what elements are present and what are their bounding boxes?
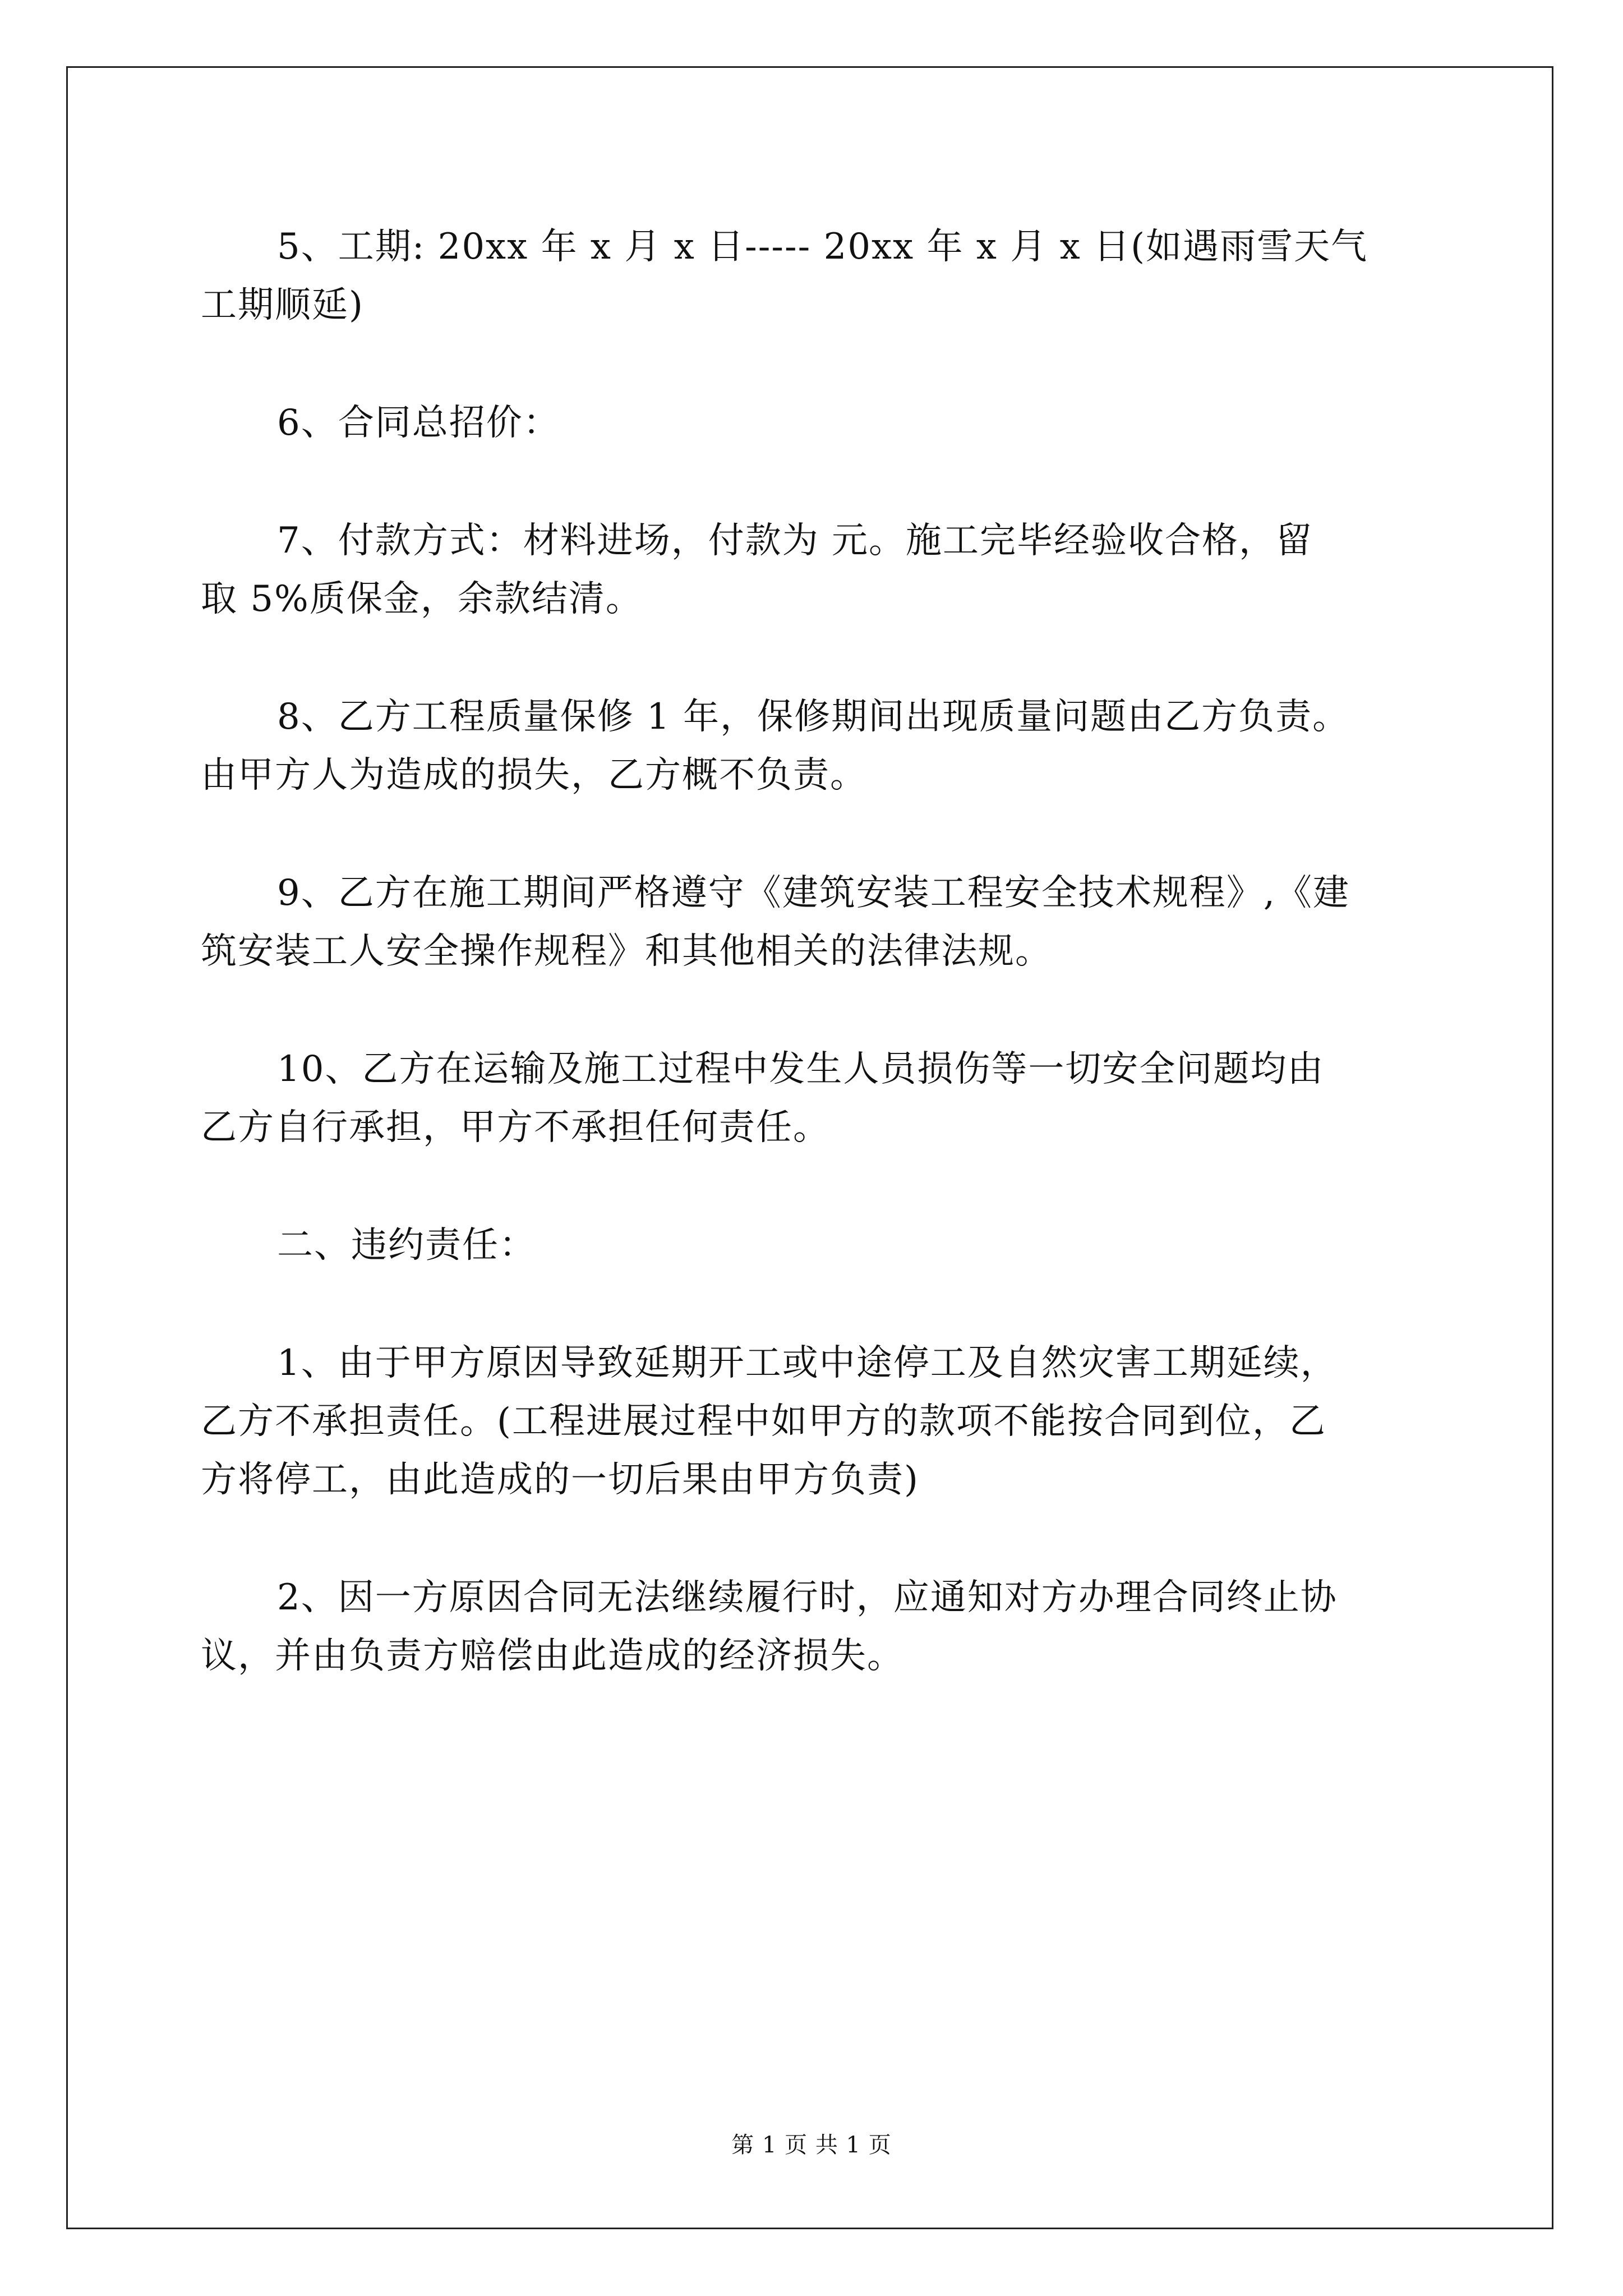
clause-10-paragraph xyxy=(201,1040,1435,1157)
paragraph-line: 6、合同总招价： xyxy=(277,402,560,444)
page-footer xyxy=(0,2131,1623,2160)
section-heading-breach xyxy=(201,1216,1435,1274)
clause-9-paragraph xyxy=(201,864,1435,981)
page-number: 第 1 页 共 1 页 xyxy=(731,2132,892,2158)
paragraph-line: 2、因一方原因合同无法继续履行时，应通知对方办理合同终止协 xyxy=(277,1577,1338,1618)
clause-6-paragraph xyxy=(201,394,1435,452)
paragraph-line: 议，并由负责方赔偿由此造成的经济损失。 xyxy=(201,1635,904,1677)
breach-1-paragraph xyxy=(201,1334,1435,1509)
paragraph-line: 由甲方人为造成的损失，乙方概不负责。 xyxy=(201,754,867,796)
paragraph-line: 9、乙方在施工期间严格遵守《建筑安装工程安全技术规程》,《建 xyxy=(277,872,1350,914)
paragraph-line: 乙方自行承担，甲方不承担任何责任。 xyxy=(201,1107,830,1148)
clause-8-paragraph xyxy=(201,688,1435,804)
paragraph-line: 筑安装工人安全操作规程》和其他相关的法律法规。 xyxy=(201,931,1052,972)
paragraph-line: 取 5%质保金，余款结清。 xyxy=(201,578,643,620)
paragraph-line: 乙方不承担责任。(工程进展过程中如甲方的款项不能按合同到位，乙 xyxy=(201,1401,1326,1442)
breach-2-paragraph xyxy=(201,1568,1435,1685)
document-body xyxy=(201,218,1435,1685)
clause-7-paragraph xyxy=(201,512,1435,628)
section-heading: 二、违约责任： xyxy=(277,1225,536,1266)
paragraph-line: 1、由于甲方原因导致延期开工或中途停工及自然灾害工期延续， xyxy=(277,1342,1338,1384)
paragraph-line: 10、乙方在运输及施工过程中发生人员损伤等一切安全问题均由 xyxy=(277,1048,1325,1090)
paragraph-line: 工期顺延) xyxy=(201,284,364,326)
paragraph-line: 7、付款方式：材料进场，付款为 元。施工完毕经验收合格，留 xyxy=(277,520,1313,562)
paragraph-line: 5、工期: 20xx 年 x 月 x 日----- 20xx 年 x 月 x 日(如遇雨雪天气 xyxy=(277,226,1368,268)
paragraph-line: 8、乙方工程质量保修 1 年，保修期间出现质量问题由乙方负责。 xyxy=(277,696,1350,738)
paragraph-line: 方将停工，由此造成的一切后果由甲方负责) xyxy=(201,1459,919,1501)
clause-5-paragraph xyxy=(201,218,1435,334)
